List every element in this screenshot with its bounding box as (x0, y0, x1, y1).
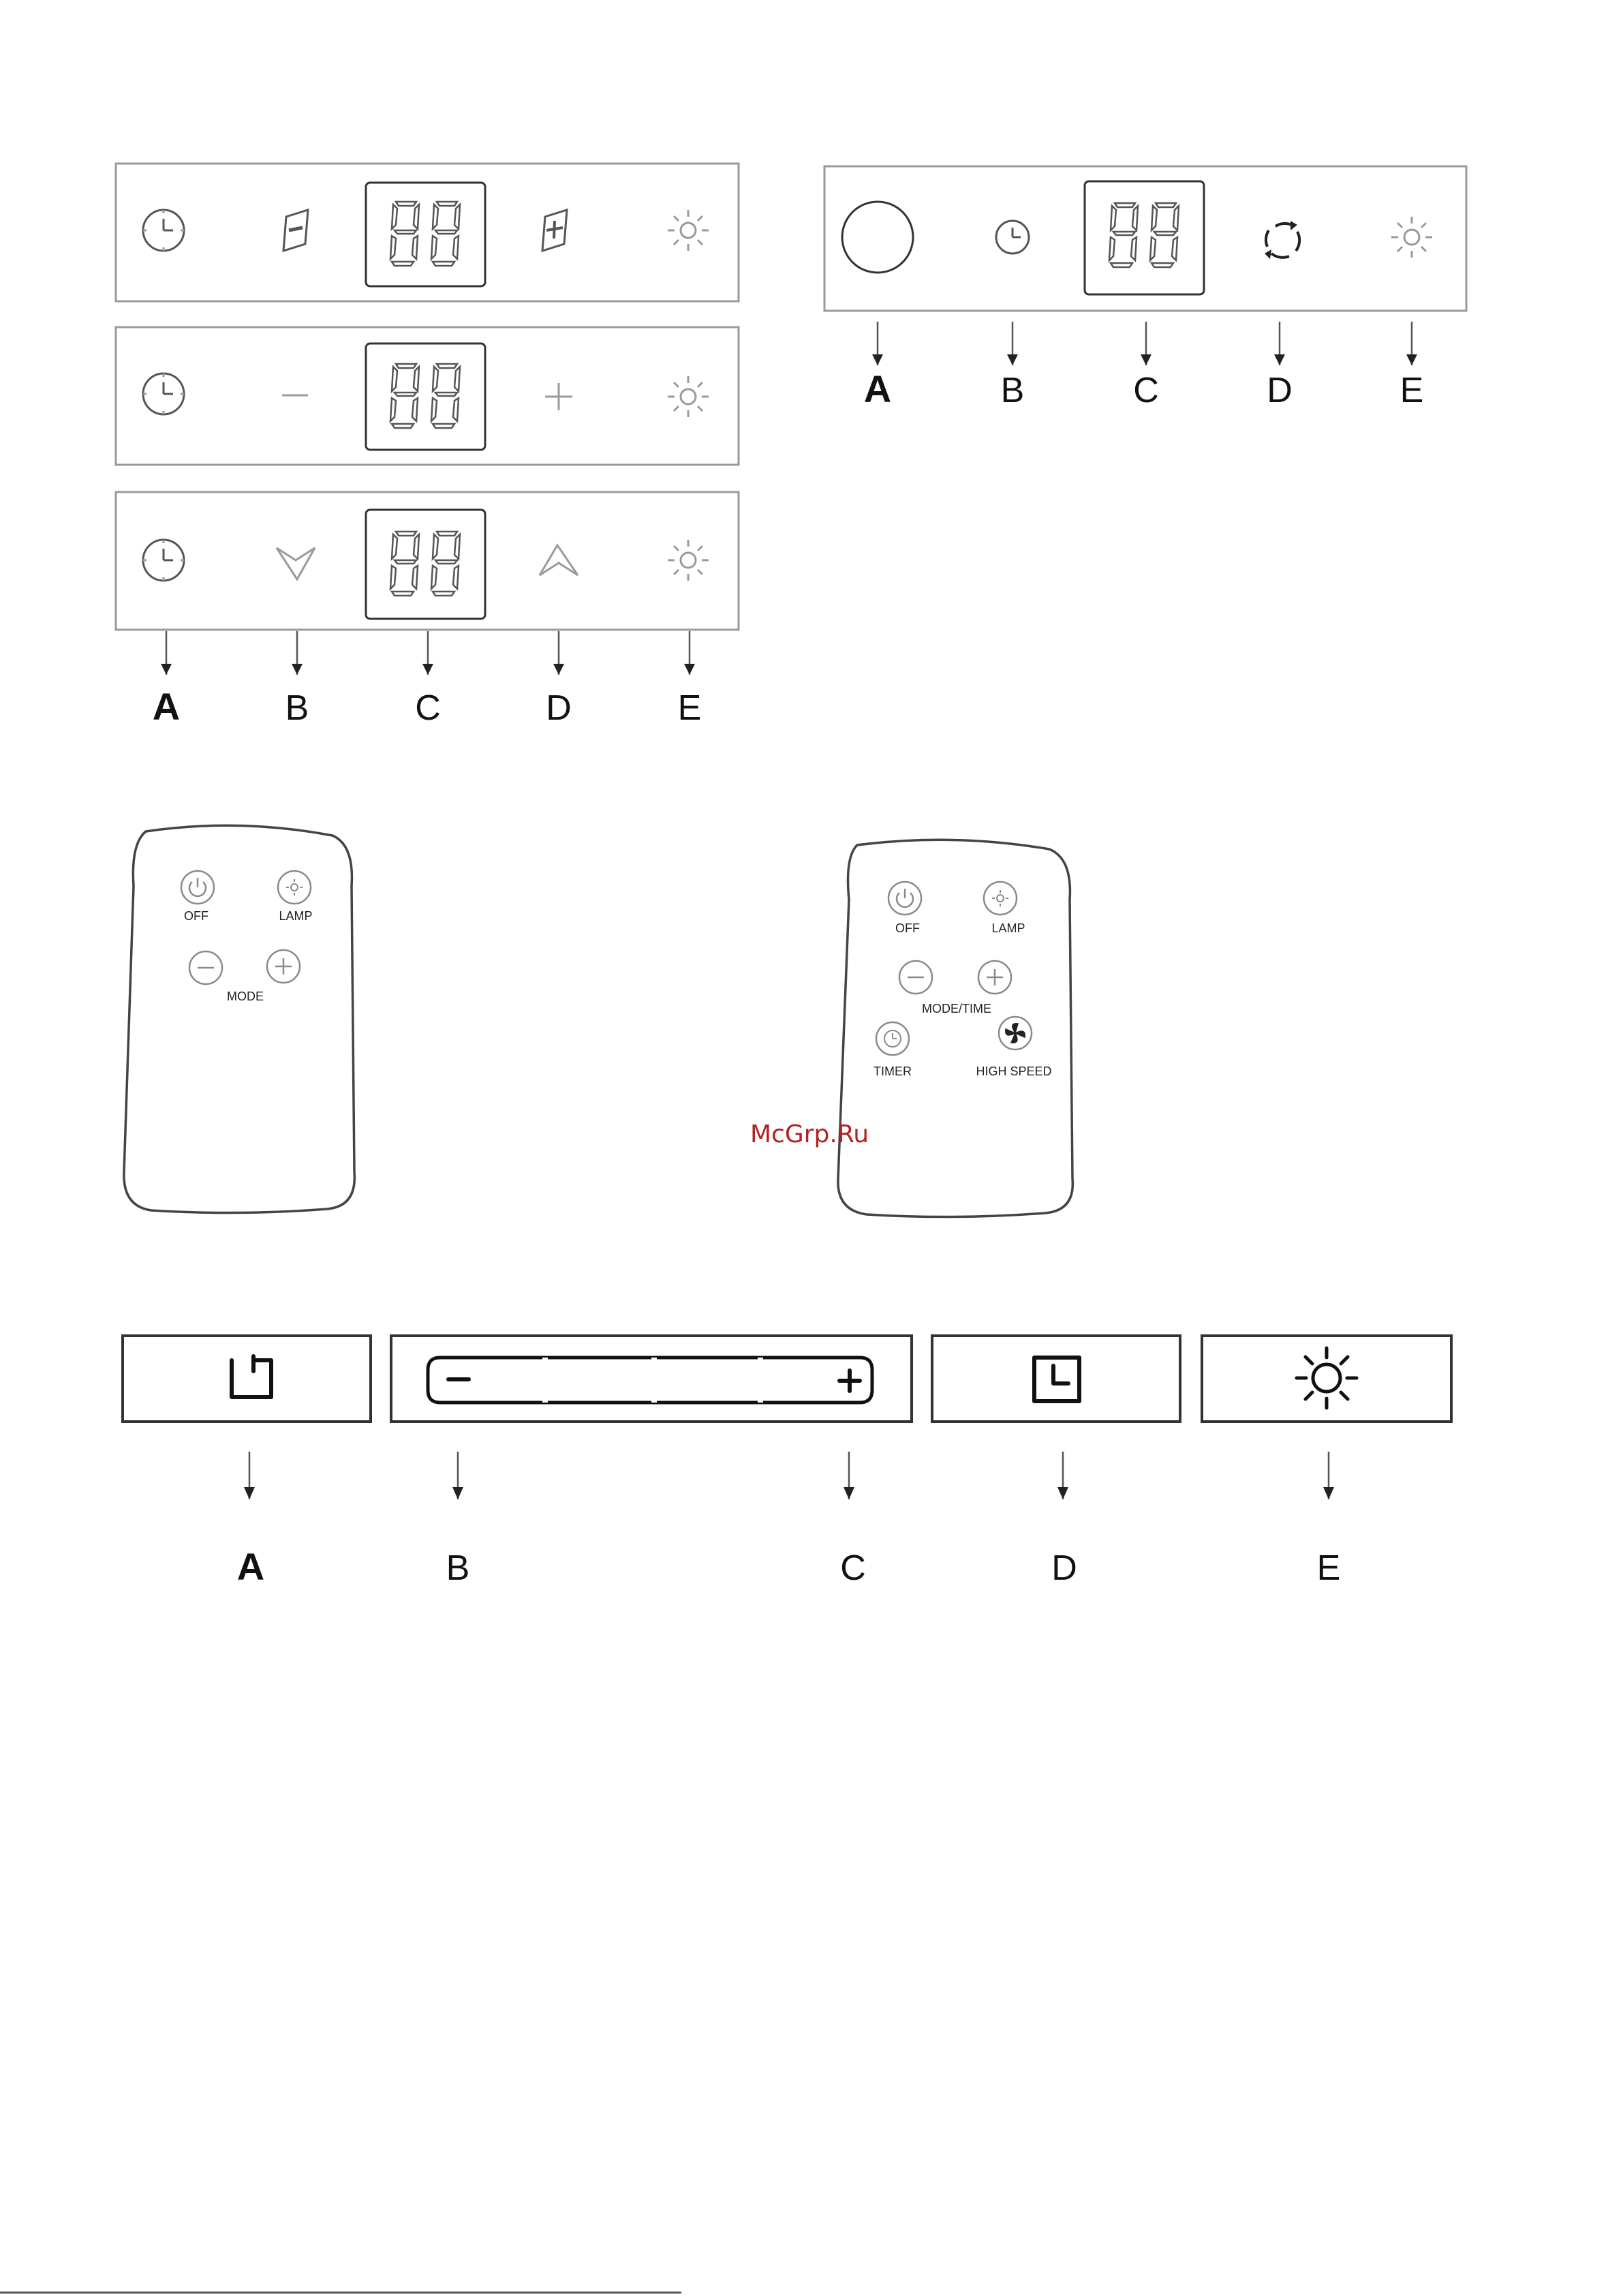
label-d: D (1267, 371, 1293, 410)
seven-segment-display (366, 343, 485, 450)
label-e: E (1400, 371, 1424, 410)
callout-arrows (872, 322, 1417, 365)
seven-segment-display (1085, 181, 1204, 294)
slider-box (391, 1336, 912, 1422)
plus-icon (978, 961, 1011, 994)
lamp-icon (984, 882, 1017, 915)
timer-icon (876, 1022, 909, 1055)
callout-letters (153, 685, 702, 728)
label-c: C (415, 688, 441, 728)
mode-label: MODE (227, 990, 264, 1003)
callout-letters (237, 1545, 1341, 1588)
label-c: C (1133, 371, 1159, 410)
label-a: A (152, 685, 181, 728)
panel-variant-3 (116, 492, 739, 630)
watermark: McGrp.Ru (749, 1120, 869, 1148)
power-icon (181, 871, 214, 904)
label-d: D (1051, 1548, 1077, 1588)
seven-segment-display (366, 510, 485, 619)
minus-icon (899, 961, 932, 994)
minus-icon (189, 951, 222, 984)
plus-icon (267, 950, 300, 983)
callout-arrows (244, 1452, 1334, 1499)
mode-time-label: MODE/TIME (922, 1002, 991, 1015)
label-a: A (236, 1545, 265, 1588)
remote-control-1 (124, 825, 354, 1212)
callout-letters (864, 367, 1424, 410)
light-box (1202, 1336, 1451, 1422)
label-e: E (677, 688, 702, 728)
label-a: A (863, 367, 892, 410)
control-panel-diagram-1 (116, 164, 739, 728)
control-panel-diagram-2 (824, 166, 1466, 410)
remote-control-2 (838, 840, 1072, 1216)
fan-icon (999, 1017, 1032, 1050)
label-c: C (840, 1548, 866, 1588)
high-speed-label: HIGH SPEED (976, 1065, 1052, 1078)
label-e: E (1316, 1548, 1341, 1588)
lamp-icon (278, 871, 311, 904)
timer-label: TIMER (874, 1065, 912, 1078)
lamp-label: LAMP (991, 921, 1025, 935)
label-b: B (285, 688, 309, 728)
off-label: OFF (184, 909, 208, 923)
seven-segment-display (366, 183, 485, 286)
panel-variant-2 (116, 327, 739, 465)
off-label: OFF (895, 921, 920, 935)
label-b: B (1000, 371, 1025, 410)
power-box (123, 1336, 371, 1422)
lamp-label: LAMP (279, 909, 313, 923)
control-panel-diagram-3 (123, 1336, 1451, 1588)
power-button-icon (842, 202, 913, 273)
label-b: B (446, 1548, 470, 1588)
panel-variant-1 (116, 164, 739, 301)
callout-arrows (161, 631, 695, 675)
label-d: D (546, 688, 572, 728)
power-icon (888, 882, 921, 915)
timer-box (932, 1336, 1180, 1422)
